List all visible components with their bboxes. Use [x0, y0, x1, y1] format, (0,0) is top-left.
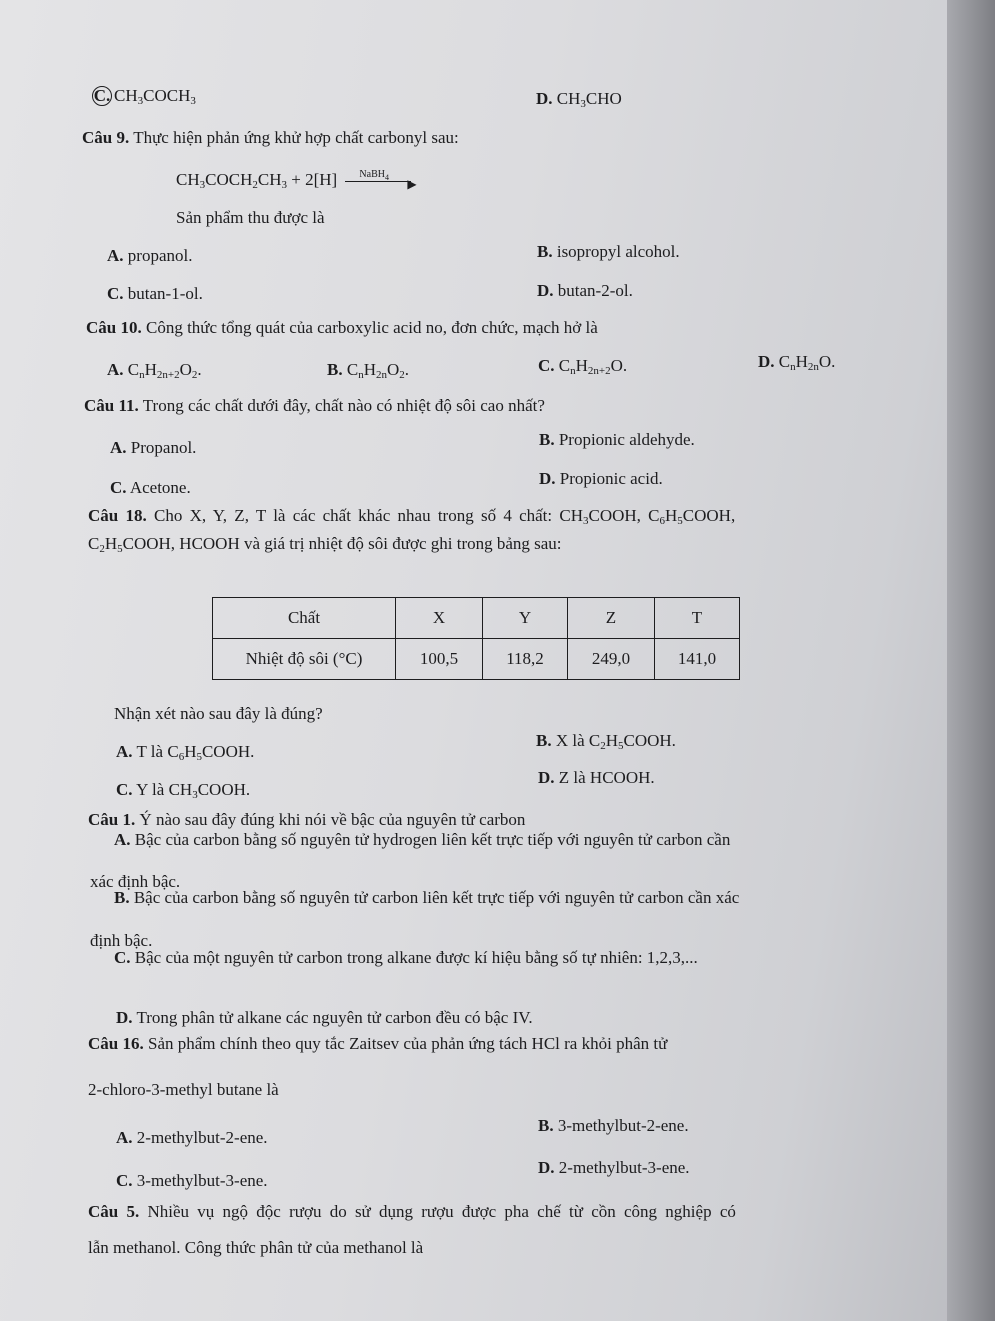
q16-option-c: C. 3-methylbut-3-ene.: [116, 1171, 268, 1190]
q1-option-a-line2: xác định bậc.: [90, 872, 181, 891]
q16-stem-line2: 2-chloro-3-methyl butane là: [88, 1080, 279, 1099]
q1-stem: Câu 1. Ý nào sau đây đúng khi nói về bậc của nguyên tử carbon: [88, 810, 526, 829]
q18-stem-line2: $C_2H_5COOH$, HCOOH và giá trị nhiệt độ sôi được ghi trong bảng sau:: [88, 534, 562, 555]
q18-option-d: D. Z là HCOOH.: [538, 768, 655, 787]
reaction-arrow-icon: NaBH$_4$ ▶: [341, 171, 419, 191]
page-edge-shadow: [947, 0, 995, 1321]
table-cell: 100,5: [396, 639, 483, 680]
table-header-row: [213, 598, 740, 639]
table-header-cell: Chất: [213, 598, 396, 639]
q11-option-d: D. Propionic acid.: [539, 469, 663, 488]
q1-option-b-line1: B. Bậc của carbon bằng số nguyên tử carbon liên kết trực tiếp với nguyên tử carbon cần xác: [114, 888, 740, 907]
table-header-cell: X: [396, 598, 483, 639]
q1-option-d: D. Trong phân tử alkane các nguyên tử carbon đều có bậc IV.: [116, 1008, 533, 1027]
q18-option-b: B. X là $C_2H_5COOH$.: [536, 731, 676, 752]
selected-answer-circle: C.: [93, 86, 111, 105]
q11-option-c: C. Acetone.: [110, 478, 191, 497]
q10-stem: Câu 10. Công thức tổng quát của carboxylic acid no, đơn chức, mạch hở là: [86, 318, 598, 337]
q1-option-a-line1: A. Bậc của carbon bằng số nguyên tử hydrogen liên kết trực tiếp với nguyên tử carbon cần: [114, 830, 731, 849]
q11-stem: Câu 11. Trong các chất dưới đây, chất nào có nhiệt độ sôi cao nhất?: [84, 396, 545, 415]
prev-option-c-text: $CH_3COCH_3$: [114, 86, 196, 107]
q9-option-c: C. butan-1-ol.: [107, 284, 203, 303]
q11-option-a: A. Propanol.: [110, 438, 197, 457]
q18-stem-line1: Câu 18. Cho X, Y, Z, T là các chất khác nhau trong số 4 chất: $CH_3COOH$, $C_6H_5COOH$,: [88, 506, 736, 527]
q5-stem-line2: lẫn methanol. Công thức phân tử của methanol là: [88, 1238, 424, 1257]
q18-question: Nhận xét nào sau đây là đúng?: [114, 704, 323, 723]
q11-option-b: B. Propionic aldehyde.: [539, 430, 695, 449]
table-header-cell: T: [655, 598, 740, 639]
q9-option-a: A. propanol.: [107, 246, 193, 265]
table-header-cell: Y: [483, 598, 568, 639]
q16-option-b: B. 3-methylbut-2-ene.: [538, 1116, 689, 1135]
q9-product-prompt: Sản phẩm thu được là: [176, 208, 325, 227]
q9-reagent: NaBH$_4$: [359, 169, 389, 183]
q16-stem-line1: Câu 16. Sản phẩm chính theo quy tắc Zaitsev của phản ứng tách HCl ra khỏi phân tử: [88, 1034, 668, 1053]
table-row-label: Nhiệt độ sôi (°C): [213, 639, 396, 680]
table-header-cell: Z: [568, 598, 655, 639]
table-row: [213, 639, 740, 680]
table-cell: 118,2: [483, 639, 568, 680]
q9-stem: Câu 9. Thực hiện phản ứng khử hợp chất carbonyl sau:: [82, 128, 459, 147]
table-cell: 141,0: [655, 639, 740, 680]
q10-option-b: B. $C_nH_{2n}O_2$.: [327, 360, 409, 381]
q1-option-c: C. Bậc của một nguyên tử carbon trong alkane được kí hiệu bằng số tự nhiên: 1,2,3,...: [114, 948, 698, 967]
q18-option-c: C. Y là $CH_3COOH$.: [116, 780, 251, 801]
q10-option-d: D. $C_nH_{2n}O$.: [758, 352, 836, 373]
q10-option-c: C. $C_nH_{2n+2}O$.: [538, 356, 628, 377]
prev-option-c: [92, 86, 196, 106]
q9-option-d: D. butan-2-ol.: [537, 281, 633, 300]
q9-reactant: $CH_3COCH_2CH_3$: [176, 170, 287, 191]
q5-stem-line1: Câu 5. Nhiều vụ ngộ độc rượu do sử dụng rượu được pha chế từ cồn công nghiệp có: [88, 1202, 736, 1221]
q9-equation: $CH_3COCH_2CH_3 + 2[H]$ NaBH$_4$ ▶: [176, 170, 419, 191]
q1-option-b-line2: định bậc.: [90, 931, 153, 950]
table-cell: 249,0: [568, 639, 655, 680]
q18-compounds: $CH_3COOH$, $C_6H_5COOH$,: [559, 506, 736, 527]
boiling-point-table: [212, 597, 740, 680]
q16-option-d: D. 2-methylbut-3-ene.: [538, 1158, 690, 1177]
q16-option-a: A. 2-methylbut-2-ene.: [116, 1128, 268, 1147]
q10-option-a: A. $C_nH_{2n+2}O_2$.: [107, 360, 202, 381]
prev-option-d: D. $CH_3CHO$: [536, 89, 622, 110]
q18-option-a: A. T là $C_6H_5COOH$.: [116, 742, 255, 763]
q9-option-b: B. isopropyl alcohol.: [537, 242, 680, 261]
prev-option-d-text: $CH_3CHO$: [556, 89, 622, 110]
